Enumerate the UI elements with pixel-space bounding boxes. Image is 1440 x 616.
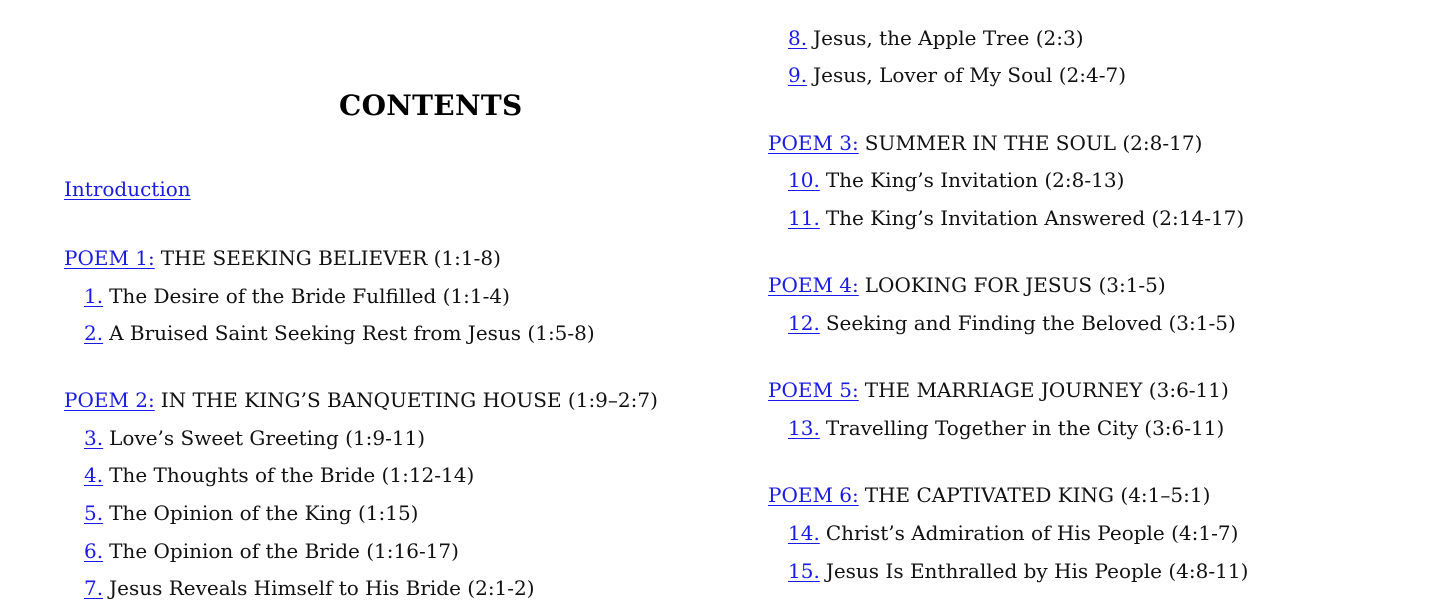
item-3-link[interactable]: 3. xyxy=(84,426,104,450)
item-8-link[interactable]: 8. xyxy=(788,26,808,50)
poem-3-link[interactable]: POEM 3: xyxy=(768,131,859,155)
item-11-title: The King’s Invitation Answered (2:14-17) xyxy=(825,206,1245,230)
poem-6-heading xyxy=(768,480,1210,510)
item-14-title: Christ’s Admiration of His People (4:1-7) xyxy=(825,521,1239,545)
toc-item-7 xyxy=(64,573,535,603)
item-3-title: Love’s Sweet Greeting (1:9-11) xyxy=(109,426,426,450)
toc-item-12 xyxy=(768,308,1236,338)
toc-item-3 xyxy=(64,423,425,453)
poem-2-link[interactable]: POEM 2: xyxy=(64,388,155,412)
item-10-link[interactable]: 10. xyxy=(788,168,820,192)
toc-item-15 xyxy=(768,556,1248,586)
item-4-title: The Thoughts of the Bride (1:12-14) xyxy=(109,463,475,487)
item-1-title: The Desire of the Bride Fulfilled (1:1-4) xyxy=(109,284,510,308)
item-1-link[interactable]: 1. xyxy=(84,284,104,308)
poem-5-heading xyxy=(768,375,1229,405)
toc-item-9 xyxy=(768,60,1126,90)
poem-3-title: SUMMER IN THE SOUL (2:8-17) xyxy=(864,131,1203,155)
item-7-link[interactable]: 7. xyxy=(84,576,104,600)
item-11-link[interactable]: 11. xyxy=(788,206,820,230)
toc-item-1 xyxy=(64,281,510,311)
toc-item-11 xyxy=(768,203,1244,233)
item-14-link[interactable]: 14. xyxy=(788,521,820,545)
item-6-link[interactable]: 6. xyxy=(84,539,104,563)
item-12-link[interactable]: 12. xyxy=(788,311,820,335)
poem-5-title: THE MARRIAGE JOURNEY (3:6-11) xyxy=(864,378,1229,402)
item-10-title: The King’s Invitation (2:8-13) xyxy=(825,168,1125,192)
poem-4-heading xyxy=(768,270,1166,300)
toc-item-4 xyxy=(64,460,474,490)
toc-item-6 xyxy=(64,536,459,566)
page-title: CONTENTS xyxy=(339,89,523,122)
poem-1-link[interactable]: POEM 1: xyxy=(64,246,155,270)
item-13-title: Travelling Together in the City (3:6-11) xyxy=(825,416,1225,440)
item-13-link[interactable]: 13. xyxy=(788,416,820,440)
item-4-link[interactable]: 4. xyxy=(84,463,104,487)
poem-2-title: IN THE KING’S BANQUETING HOUSE (1:9–2:7) xyxy=(160,388,658,412)
item-8-title: Jesus, the Apple Tree (2:3) xyxy=(813,26,1084,50)
toc-item-10 xyxy=(768,165,1124,195)
poem-1-heading xyxy=(64,243,501,273)
item-15-link[interactable]: 15. xyxy=(788,559,820,583)
introduction-entry xyxy=(64,174,191,204)
poem-6-link[interactable]: POEM 6: xyxy=(768,483,859,507)
item-12-title: Seeking and Finding the Beloved (3:1-5) xyxy=(825,311,1236,335)
item-9-link[interactable]: 9. xyxy=(788,63,808,87)
item-5-link[interactable]: 5. xyxy=(84,501,104,525)
item-9-title: Jesus, Lover of My Soul (2:4-7) xyxy=(813,63,1127,87)
poem-4-link[interactable]: POEM 4: xyxy=(768,273,859,297)
toc-item-2 xyxy=(64,318,595,348)
poem-5-link[interactable]: POEM 5: xyxy=(768,378,859,402)
item-5-title: The Opinion of the King (1:15) xyxy=(109,501,419,525)
toc-item-8 xyxy=(768,23,1084,53)
poem-2-heading xyxy=(64,385,658,415)
item-7-title: Jesus Reveals Himself to His Bride (2:1-2) xyxy=(109,576,535,600)
poem-4-title: LOOKING FOR JESUS (3:1-5) xyxy=(864,273,1166,297)
poem-1-title: THE SEEKING BELIEVER (1:1-8) xyxy=(160,246,501,270)
poem-6-title: THE CAPTIVATED KING (4:1–5:1) xyxy=(864,483,1211,507)
toc-item-13 xyxy=(768,413,1224,443)
item-2-title: A Bruised Saint Seeking Rest from Jesus (1:5-8) xyxy=(109,321,595,345)
item-6-title: The Opinion of the Bride (1:16-17) xyxy=(109,539,459,563)
poem-3-heading xyxy=(768,128,1202,158)
introduction-link[interactable]: Introduction xyxy=(64,177,191,201)
item-2-link[interactable]: 2. xyxy=(84,321,104,345)
toc-item-14 xyxy=(768,518,1238,548)
item-15-title: Jesus Is Enthralled by His People (4:8-11) xyxy=(825,559,1249,583)
toc-item-5 xyxy=(64,498,418,528)
